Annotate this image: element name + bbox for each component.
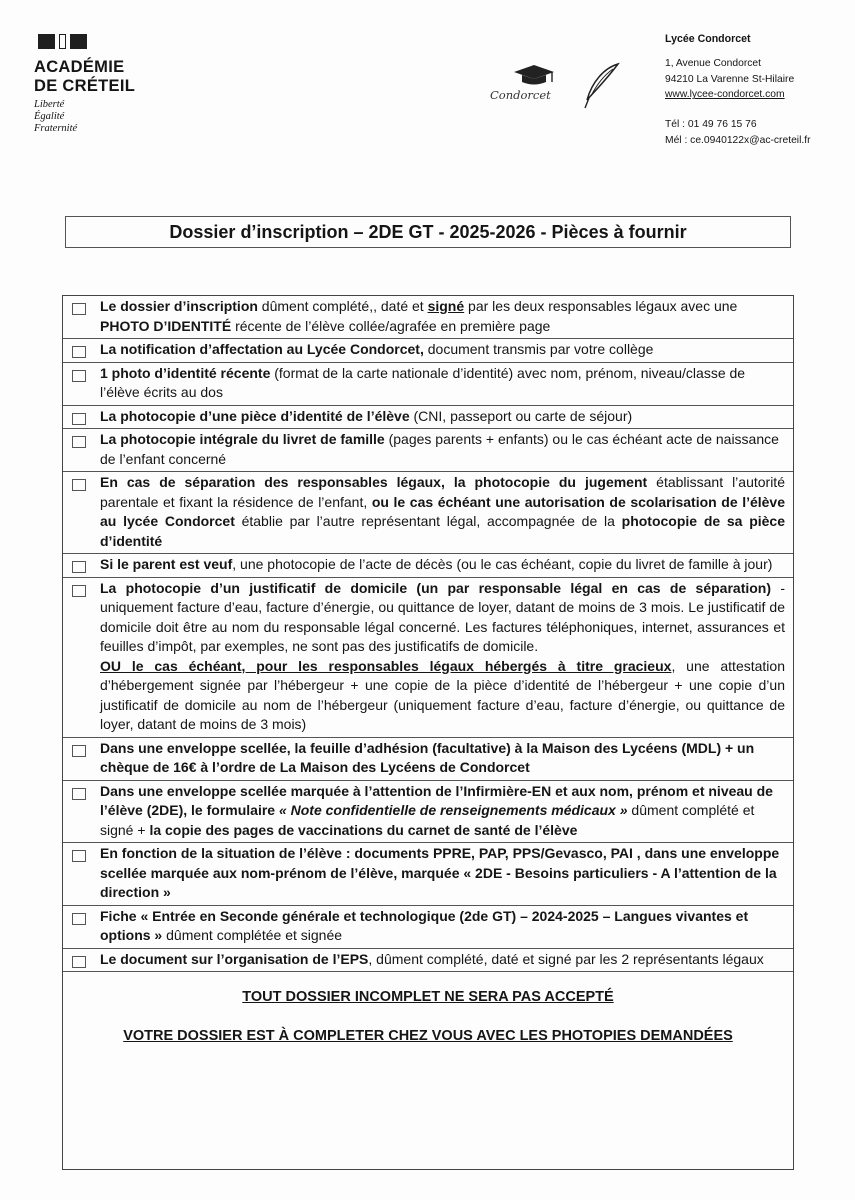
checklist-item: Dans une enveloppe scellée marquée à l’attention de l’Infirmière-EN et aux nom, prénom et niveau de l’élève (2DE), le formulaire « Note confidentielle de renseignements médicaux » dûment complété et signé + la copie des pages de vaccinations du carnet de santé de l’élève bbox=[63, 781, 793, 844]
checkbox[interactable] bbox=[72, 436, 86, 448]
checklist-item: La notification d’affectation au Lycée Condorcet, document transmis par votre collège bbox=[63, 339, 793, 363]
checkbox[interactable] bbox=[72, 745, 86, 757]
phone-number: Tél : 01 49 76 15 76 bbox=[665, 119, 757, 131]
checklist-item: Dans une enveloppe scellée, la feuille d’adhésion (facultative) à la Maison des Lycéens (MDL) + un chèque de 16€ à l’ordre de La Maison des Lycéens de Condorcet bbox=[63, 738, 793, 781]
school-contact bbox=[665, 32, 811, 149]
website-link[interactable]: www.lycee-condorcet.com bbox=[665, 89, 785, 101]
checklist-item: La photocopie d’un justificatif de domicile (un par responsable légal en cas de séparation) - uniquement facture d’eau, facture d’énergie, ou quittance de loyer, datant de moins de 3 mois. Le justificatif de domicile doit être au nom du responsable légal concerné. Les factures téléphoniques, internet, assurances et feuilles d’impôt, par exemples, ne sont pas des justificatifs de domicile. OU le cas échéant, pour les responsables légaux hébergés à titre gracieux, une attestation d’hébergement signée par l’hébergeur + une copie de la pièce d’identité de l’hébergeur + une copie d’un justificatif de domicile au nom de l’hébergeur (uniquement facture d’eau, facture d’énergie, ou quittance de loyer, datant de moins de 3 mois) bbox=[63, 578, 793, 738]
footer-notices bbox=[63, 988, 793, 1046]
incomplete-warning: TOUT DOSSIER INCOMPLET NE SERA PAS ACCEPTÉ bbox=[242, 989, 614, 1005]
checkbox[interactable] bbox=[72, 303, 86, 315]
academie-name bbox=[34, 58, 135, 96]
complete-at-home-notice: VOTRE DOSSIER EST À COMPLETER CHEZ VOUS AVEC LES PHOTOPIES DEMANDÉES bbox=[123, 1027, 733, 1044]
school-name: Lycée Condorcet bbox=[665, 33, 751, 45]
checkbox[interactable] bbox=[72, 850, 86, 862]
academie-block bbox=[34, 34, 135, 135]
checkbox[interactable] bbox=[72, 788, 86, 800]
checklist-item: La photocopie d’une pièce d’identité de l’élève (CNI, passeport ou carte de séjour) bbox=[63, 406, 793, 430]
checklist-item: La photocopie intégrale du livret de famille (pages parents + enfants) ou le cas échéant acte de naissance de l’enfant concerné bbox=[63, 429, 793, 472]
checkbox[interactable] bbox=[72, 479, 86, 491]
documents-checklist bbox=[62, 295, 794, 1170]
logo-wordmark: Condorcet bbox=[490, 88, 551, 102]
title-text: Dossier d’inscription – 2DE GT - 2025-2026 - Pièces à fournir bbox=[169, 221, 687, 242]
checkbox[interactable] bbox=[72, 561, 86, 573]
checkbox[interactable] bbox=[72, 913, 86, 925]
motto-egalite: Égalité bbox=[34, 111, 65, 122]
marianne-logo-icon bbox=[38, 34, 135, 49]
checkbox[interactable] bbox=[72, 346, 86, 358]
checklist-item: Si le parent est veuf, une photocopie de l’acte de décès (ou le cas échéant, copie du livret de famille à jour) bbox=[63, 554, 793, 578]
address-line-2: 94210 La Varenne St-Hilaire bbox=[665, 73, 795, 85]
checklist-item: Fiche « Entrée en Seconde générale et technologique (2de GT) – 2024-2025 – Langues vivantes et options » dûment complétée et signée bbox=[63, 906, 793, 949]
checklist-item: Le document sur l’organisation de l’EPS, dûment complété, daté et signé par les 2 représentants légaux bbox=[63, 949, 793, 973]
checklist-item: En cas de séparation des responsables légaux, la photocopie du jugement établissant l’autorité parentale et fixant la résidence de l’enfant, ou le cas échéant une autorisation de scolarisation de l’élève au lycée Condorcet établie par l’autre représentant légal, accompagnée de la photocopie de sa pièce d’identité bbox=[63, 472, 793, 554]
address-line-1: 1, Avenue Condorcet bbox=[665, 57, 761, 69]
document-title bbox=[65, 216, 791, 248]
checklist-item: Le dossier d’inscription dûment complété,, daté et signé par les deux responsables légaux avec une PHOTO D’IDENTITÉ récente de l’élève collée/agrafée en première page bbox=[63, 296, 793, 339]
checkbox[interactable] bbox=[72, 413, 86, 425]
checkbox[interactable] bbox=[72, 585, 86, 597]
motto-fraternite: Fraternité bbox=[34, 123, 78, 134]
checkbox[interactable] bbox=[72, 956, 86, 968]
motto-liberte: Liberté bbox=[34, 99, 65, 110]
checklist-item: En fonction de la situation de l’élève : documents PPRE, PAP, PPS/Gevasco, PAI , dans une enveloppe scellée marquée aux nom-prénom de l’élève, marquée « 2DE - Besoins particuliers - A l’attention de la direction » bbox=[63, 843, 793, 906]
academie-line-2: DE CRÉTEIL bbox=[34, 77, 136, 95]
republic-motto bbox=[34, 99, 135, 135]
condorcet-logo bbox=[486, 62, 620, 120]
checklist-item: 1 photo d’identité récente (format de la carte nationale d’identité) avec nom, prénom, niveau/classe de l’élève écrits au dos bbox=[63, 363, 793, 406]
email-address: Mél : ce.0940122x@ac-creteil.fr bbox=[665, 134, 811, 146]
checkbox[interactable] bbox=[72, 370, 86, 382]
academie-line-1: ACADÉMIE bbox=[34, 58, 125, 76]
